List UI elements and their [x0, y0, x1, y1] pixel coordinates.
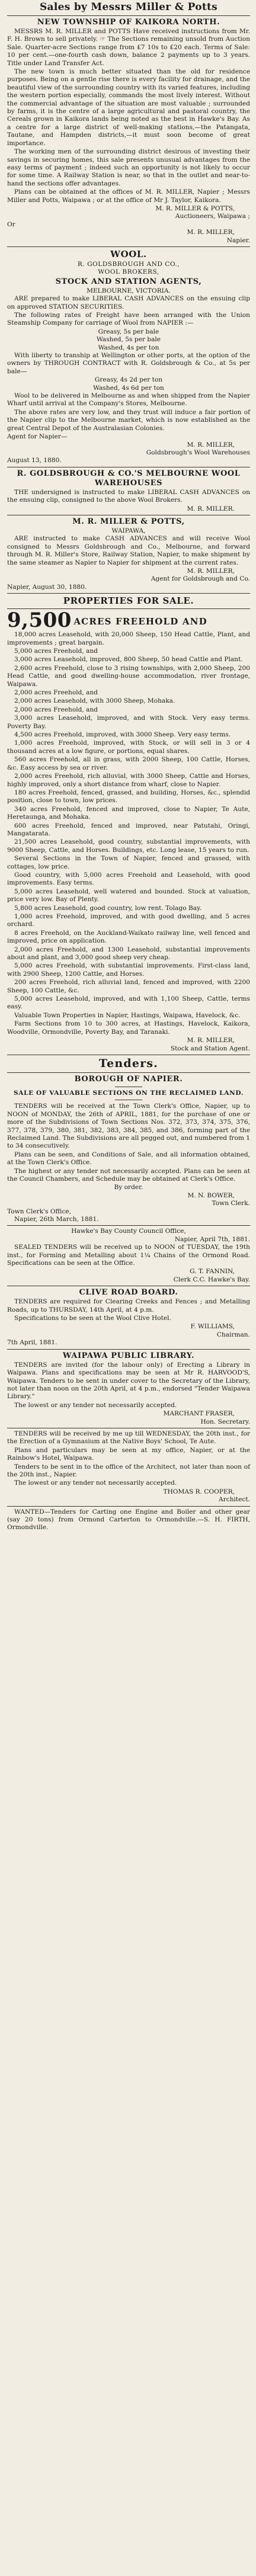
borough-signature-role: Town Clerk.	[212, 1200, 250, 1207]
kaikora-signature-role: Auctioneers, Waipawa ;	[175, 213, 250, 220]
property-listing: 2,000 acres Freehold, rich alluvial, with 3000 Sheep, Cattle and Horses, highly improved, only a short distance from wharf, close to Napier.	[7, 773, 250, 788]
wool-heading: WOOL.	[110, 248, 147, 259]
property-listing: 5,000 acres Leasehold, well watered and bounded. Stock at valuation, price very low. Bay of Plenty.	[7, 887, 250, 903]
wool-agent-sub: Goldsbrough's Wool Warehouses	[146, 448, 250, 456]
divider	[7, 1225, 250, 1226]
divider	[7, 1072, 250, 1073]
property-listing: 4,500 acres Freehold, improved, with 3000 Sheep. Very easy terms.	[14, 731, 231, 739]
property-listing: 200 acres Freehold, rich alluvial land, fenced and improved, with 2200 Sheep, 100 Cattle, &c.	[7, 979, 250, 994]
borough-paragraph: The highest or any tender not necessarily accepted. Plans can be seen at the Council Chambers, and Schedule may be obtained at Clerk's Office.	[7, 1167, 250, 1183]
kaikora-paragraph: Plans can be obtained at the offices of M. R. MILLER, Napier ; Messrs Miller and Potts, Waipawa ; or at the office of Mr J. Taylor, Kaikora.	[7, 188, 250, 204]
clive-signature: F. WILLIAMS,	[190, 1323, 235, 1331]
wool-agent-name: M. R. MILLER,	[187, 441, 235, 448]
property-listing: Farm Sections from 10 to 300 acres, at Hastings, Havelock, Kaikora, Woodville, Ormondville, Poverty Bay, and Taranaki.	[7, 1020, 250, 1036]
warehouses-advertisement	[7, 469, 250, 513]
property-listing: 3,000 acres Leasehold, improved, and with Stock. Very easy terms. Poverty Bay.	[7, 715, 250, 730]
potts-signature-role: Agent for Goldsbrough and Co.	[151, 575, 250, 583]
wool-rate: Greasy, 5s per bale	[98, 328, 159, 335]
waipawa-heading: WAIPAWA PUBLIC LIBRARY.	[62, 1351, 195, 1360]
waipawa-signature: MARCHANT FRASER,	[163, 1410, 235, 1418]
wool-paragraph: ARE prepared to make LIBERAL CASH ADVANCES on the ensuing clip on approved STATION SECURITIES.	[7, 295, 250, 310]
page-title: Sales by Messrs Miller & Potts	[39, 1, 218, 13]
county-paragraph: SEALED TENDERS will be received up to NOON of TUESDAY, the 19th inst., for Forming and Metalling about 1¼ Chains of the Ormond Road. Specifications can be seen at the Office.	[7, 1244, 250, 1267]
wool-advertisement	[7, 249, 250, 465]
clive-signature-role: Chairman.	[216, 1331, 250, 1338]
potts-heading: M. R. MILLER & POTTS,	[72, 517, 185, 526]
property-listing: Good country, with 5,000 acres Freehold and Leasehold, with good improvements. Easy terms.	[7, 871, 250, 887]
properties-lead	[7, 608, 250, 633]
property-listing: 5,000 acres Freehold, with substantial improvements. First-class land, with 2900 Sheep, 1200 Cattle, and Horses.	[7, 962, 250, 978]
wool-firm-type: WOOL BROKERS,	[98, 268, 159, 276]
properties-advertisement	[7, 595, 250, 1053]
wool-stock-line: STOCK AND STATION AGENTS,	[55, 277, 202, 286]
divider	[7, 1506, 250, 1507]
clive-date: 7th April, 1881.	[7, 1339, 57, 1347]
divider	[7, 15, 250, 16]
property-listing: 1,000 acres Freehold, improved, and with good dwelling, and 5 acres orchard.	[7, 913, 250, 928]
properties-big-rest: ACRES FREEHOLD AND	[73, 616, 207, 627]
gymnasium-paragraph: Tenders to be sent in to the office of the Architect, not later than noon of the 20th inst., Napier.	[7, 1463, 250, 1478]
warehouses-paragraph: THE undersigned is instructed to make LIBERAL CASH ADVANCES on the ensuing clip, consigned to the above Wool Brokers.	[7, 488, 250, 504]
tenders-heading: Tenders.	[98, 1056, 159, 1070]
borough-subheading: SALE OF VALUABLE SECTIONS ON THE RECLAIMED LAND.	[13, 1089, 244, 1097]
kaikora-signature: M. R. MILLER & POTTS,	[155, 204, 235, 212]
property-listing: Valuable Town Properties in Napier, Hastings, Waipawa, Havelock, &c.	[14, 1011, 241, 1019]
property-listing: 2,000 acres Leasehold, with 3000 Sheep, Mohaka.	[14, 697, 175, 705]
properties-big-number: 9,500	[7, 608, 72, 633]
wanted-paragraph: WANTED—Tenders for Carting one Engine and Boiler and other gear (say 20 tons) from Ormond Carterton to Ormondville.—S. H. FIRTH, Ormondville.	[7, 1508, 250, 1531]
county-heading: Hawke's Bay County Council Office,	[71, 1228, 186, 1235]
property-listing: 2,000 acres Freehold, and	[14, 689, 98, 697]
potts-signature: M. R. MILLER,	[187, 567, 235, 575]
borough-heading: BOROUGH OF NAPIER.	[74, 1074, 183, 1084]
county-signature-role: Clerk C.C. Hawke's Bay.	[173, 1276, 250, 1283]
kaikora-advertisement	[7, 18, 250, 245]
wool-rate: Washed, 4s 6d per ton	[93, 384, 164, 392]
property-listing: 180 acres Freehold, fenced, grassed, and building, Horses, &c., splendid position, close to town, low prices.	[7, 789, 250, 805]
kaikora-signature-place: Napier.	[226, 236, 250, 244]
properties-list	[7, 631, 250, 1036]
wool-rate: Washed, 5s per bale	[96, 336, 161, 344]
divider	[7, 1349, 250, 1350]
borough-order: By order.	[114, 1184, 143, 1191]
waipawa-paragraph: TENDERS are invited (for the labour only) of Erecting a Library in Waipawa. Plans and specifications may be seen at Mr R. HARVOOD'S, Waipawa. Tenders to be sent in under cover to the Secretary of the Library, not later than noon on the 20th April, at 4 p.m., endorsed "Tender Waipawa Library."	[7, 1361, 250, 1401]
property-listing: 1,000 acres Freehold, improved, with Stock, or will sell in 3 or 4 thousand acres at a low figure, or portions, equal shares.	[7, 739, 250, 755]
property-listing: 5,000 acres Freehold, and	[14, 648, 98, 655]
property-listing: 18,000 acres Leasehold, with 20,000 Sheep, 150 Head Cattle, Plant, and improvements ; great bargain.	[7, 631, 250, 646]
potts-subheading: WAIPAWA,	[111, 527, 146, 534]
property-listing: 2,000 acres Freehold, and 1300 Leasehold, substantial improvements about and plant, and 3,000 good sheep very cheap.	[7, 946, 250, 962]
borough-signature: M. N. BOWER,	[187, 1191, 235, 1199]
property-listing: 2,600 acres Freehold, close to 3 rising townships, with 2,000 Sheep, 200 Head Cattle, and good dwelling-house accommodation, river frontage, Waipawa.	[7, 664, 250, 688]
gymnasium-paragraph: TENDERS will be received by me up till WEDNESDAY, the 20th inst., for the Erection of a Gymnasium at the Native Boys' School, Te Aute.	[7, 1430, 250, 1446]
waipawa-paragraph: The lowest or any tender not necessarily accepted.	[14, 1401, 177, 1409]
wool-paragraph: The following rates of Freight have been arranged with the Union Steamship Company for carriage of Wool from NAPIER :—	[7, 312, 250, 327]
clive-heading: CLIVE ROAD BOARD.	[79, 1288, 178, 1297]
gymnasium-signature-role: Architect.	[219, 1496, 250, 1504]
waipawa-signature-role: Hon. Secretary.	[200, 1418, 250, 1425]
wool-paragraph: The above rates are very low, and they trust will induce a fair portion of the Napier clip to the Melbourne market, which is now established as the great Central Depot of the Australasian Colonies.	[7, 408, 250, 432]
divider	[7, 593, 250, 594]
divider	[7, 246, 250, 247]
borough-date: Napier, 26th March, 1881.	[14, 1216, 99, 1223]
waipawa-advertisement	[7, 1351, 250, 1426]
wool-rate: Greasy, 4s 2d per ton	[94, 376, 163, 384]
property-listing: 600 acres Freehold, fenced and improved, near Patutahi, Oringi, Mangatarata.	[7, 822, 250, 837]
kaikora-signature-or: Or	[7, 220, 15, 228]
wool-paragraph: Wool to be delivered in Melbourne as and when shipped from the Napier Wharf until arrival at the Company's Stores, Melbourne.	[7, 392, 250, 408]
clive-paragraph: Specifications to be seen at the Wool Clive Hotel.	[14, 1315, 171, 1322]
borough-paragraph: TENDERS will be received at the Town Clerk's Office, Napier, up to NOON of MONDAY, the 26th of APRIL, 1881, for the purchase of one or more of the Subdivisions of Town Sections Nos. 372, 373, 374, 375, 376, 377, 378, 379, 380, 381, 382, 383, 384, 385, and 386, forming part of the Reclaimed Land. The Subdivisions are all pegged out, and numbered from 1 to 34 consecutively.	[7, 1103, 250, 1150]
properties-signature: M. R. MILLER,	[187, 1037, 235, 1045]
warehouses-signature: M. R. MILLER.	[187, 505, 235, 512]
property-listing: 8 acres Freehold, on the Auckland-Waikato railway line, well fenced and improved, price on application.	[7, 929, 250, 945]
borough-paragraph: Plans can be seen, and Conditions of Sale, and all information obtained, at the Town Clerk's Office.	[7, 1151, 250, 1167]
property-listing: 560 acres Freehold, all in grass, with 2000 Sheep, 100 Cattle, Horses, &c. Easy access by sea or river.	[7, 756, 250, 771]
borough-office: Town Clerk's Office,	[7, 1207, 72, 1215]
property-listing: 3,000 acres Leasehold, improved, 800 Sheep, 50 head Cattle and Plant.	[14, 656, 243, 664]
property-listing: 2,000 acres Freehold, and	[14, 706, 98, 713]
warehouses-heading: R. GOLDSBROUGH & CO.'S MELBOURNE WOOL WAREHOUSES	[17, 469, 241, 488]
county-advertisement	[7, 1228, 250, 1284]
properties-heading: PROPERTIES FOR SALE.	[63, 595, 194, 607]
wool-paragraph: With liberty to tranship at Wellington or other ports, at the option of the owners by THROUGH CONTRACT with R. Goldsbrough & Co., at 5s per bale—	[7, 352, 250, 375]
properties-signature-role: Stock and Station Agent.	[170, 1045, 250, 1052]
clive-advertisement	[7, 1288, 250, 1347]
potts-date: Napier, August 30, 1880.	[7, 583, 87, 591]
wool-location: MELBOURNE, VICTORIA.	[87, 287, 171, 294]
potts-paragraph: ARE instructed to make CASH ADVANCES and will receive Wool consigned to Messrs Goldsbrough and Co., Melbourne, and forward through M. R. Miller's Store, Railway Station, Napier, to make shipment by the same steamer as Napier to Napier for shipment at the current rates.	[7, 535, 250, 566]
kaikora-heading: NEW TOWNSHIP OF KAIKORA NORTH.	[37, 18, 220, 27]
property-listing: 21,500 acres Leasehold, good country, substantial improvements, with 9000 Sheep, Cattle, and Horses. Buildings, etc. Long lease, 15 years to run.	[7, 838, 250, 854]
kaikora-paragraph: MESSRS M. R. MILLER and POTTS Have received instructions from Mr. F. H. Brown to sell privately. ☞ The Sections remaining unsold from Auction Sale. Quarter-acre Sections range from £7 10s to £20 each. Terms of Sale: 10 per cent.—one-fourth cash down, balance 2 payments up to 3 years. Title under Land Transfer Act.	[7, 28, 250, 67]
gymnasium-signature: THOMAS R. COOPER,	[163, 1488, 235, 1495]
gymnasium-advertisement	[7, 1430, 250, 1504]
kaikora-paragraph: The new town is much better situated than the old for residence purposes. Being on a gentle rise there is every facility for drainage, and the beautiful view of the surrounding country with its varied features, including the western portion especially, commands the most lively interest. Without the commercial advantage of the situation are most valuable ; surrounded by farms, it is the centre of a large agricultural and pastoral country, the Cereals grown in Kaikora lands being noted as the best in Hawke's Bay. As a centre for a large district of well-making stations,—the Patangata, Tautane, and Hampden districts,—it must soon become of great importance.	[7, 68, 250, 147]
kaikora-signature-2: M. R. MILLER,	[187, 229, 235, 236]
wool-firm-name: R. GOLDSBROUGH AND CO.,	[77, 260, 180, 268]
gymnasium-paragraph: The lowest or any tender not necessarily accepted.	[14, 1479, 177, 1487]
wool-rate: Washed, 4s per ton	[98, 344, 159, 351]
property-listing: 5,800 acres Leasehold, good country, low rent. Tolago Bay.	[14, 904, 202, 912]
clive-paragraph: TENDERS are required for Clearing Creeks and Fences ; and Metalling Roads, up to THURSDAY, 14th April, at 4 p.m.	[7, 1298, 250, 1313]
wanted-advertisement	[7, 1508, 250, 1532]
kaikora-paragraph: The working men of the surrounding district desirous of investing their savings in securing homes, this sale presents unusual advantages from the easy terms of payment ; indeed such an opportunity is not likely to occur for some time. A Railway Station is near, so that in the outlet and near-to-hand the sections offer advantages.	[7, 148, 250, 187]
county-date: Napier, April 7th, 1881.	[174, 1235, 250, 1243]
gymnasium-paragraph: Plans and particulars may be seen at my office, Napier, or at the Rainbow's Hotel, Waipawa.	[7, 1446, 250, 1462]
potts-advertisement	[7, 517, 250, 591]
borough-advertisement	[7, 1075, 250, 1224]
property-listing: 5,000 acres Leasehold, improved, and with 1,100 Sheep, Cattle, terms easy.	[7, 995, 250, 1011]
property-listing: Several Sections in the Town of Napier, fenced and grassed, with cottages, low price.	[7, 855, 250, 870]
wool-agent-label: Agent for Napier—	[7, 433, 68, 441]
property-listing: 340 acres Freehold, fenced and improved, close to Napier, Te Aute, Heretaunga, and Mohaka.	[7, 805, 250, 821]
wool-date: August 13, 1880.	[7, 457, 62, 464]
county-signature: G. T. FANNIN,	[190, 1268, 235, 1276]
